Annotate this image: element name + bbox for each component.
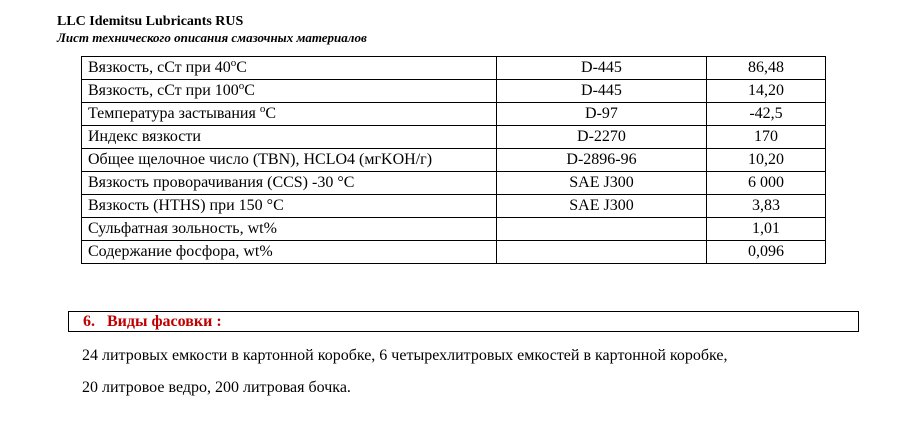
section-title: Виды фасовки : [107,313,222,330]
test-method-cell: D-445 [497,80,707,103]
table-row [82,80,826,103]
value-cell: 0,096 [707,241,826,264]
test-method-cell: SAE J300 [497,195,707,218]
table-row [82,218,826,241]
packaging-text-line-1: 24 литровых емкости в картонной коробке, 6 четырехлитровых емкостей в картонной коробке, [82,347,728,364]
test-method-cell: D-2270 [497,126,707,149]
packaging-text-line-2: 20 литровое ведро, 200 литровая бочка. [82,379,351,396]
value-cell: 6 000 [707,172,826,195]
test-method-cell: D-97 [497,103,707,126]
property-name-cell: Вязкость (HTHS) при 150 °C [82,195,497,218]
document-header [57,14,367,46]
table-row [82,241,826,264]
value-cell: 1,01 [707,218,826,241]
table-row [82,126,826,149]
specifications-table [81,56,826,264]
document-title: Лист технического описания смазочных материалов [57,30,367,45]
property-name-cell: Индекс вязкости [82,126,497,149]
test-method-cell [497,218,707,241]
table-row [82,103,826,126]
test-method-cell: SAE J300 [497,172,707,195]
value-cell: 14,20 [707,80,826,103]
table-row [82,195,826,218]
test-method-cell: D-2896-96 [497,149,707,172]
property-name-cell: Сульфатная зольность, wt% [82,218,497,241]
table-row [82,57,826,80]
property-name-cell: Температура застывания $^o$С [82,103,497,126]
value-cell: 3,83 [707,195,826,218]
company-name: LLC Idemitsu Lubricants RUS [57,14,244,29]
table-row [82,172,826,195]
property-name-cell: Вязкость, сСт при 40$^o$С [82,57,497,80]
property-name-cell: Содержание фосфора, wt% [82,241,497,264]
section-number: 6. [83,313,95,330]
value-cell: 170 [707,126,826,149]
table-row [82,149,826,172]
property-name-cell: Вязкость, сСт при 100$^o$С [82,80,497,103]
test-method-cell [497,241,707,264]
section-heading [83,312,222,331]
value-cell: 10,20 [707,149,826,172]
value-cell: -42,5 [707,103,826,126]
value-cell: 86,48 [707,57,826,80]
section-heading-box [68,311,859,332]
property-name-cell: Вязкость проворачивания (CCS) -30 °C [82,172,497,195]
property-name-cell: Общее щелочное число (TBN), HCLO4 (мгKOH/г) [82,149,497,172]
test-method-cell: D-445 [497,57,707,80]
